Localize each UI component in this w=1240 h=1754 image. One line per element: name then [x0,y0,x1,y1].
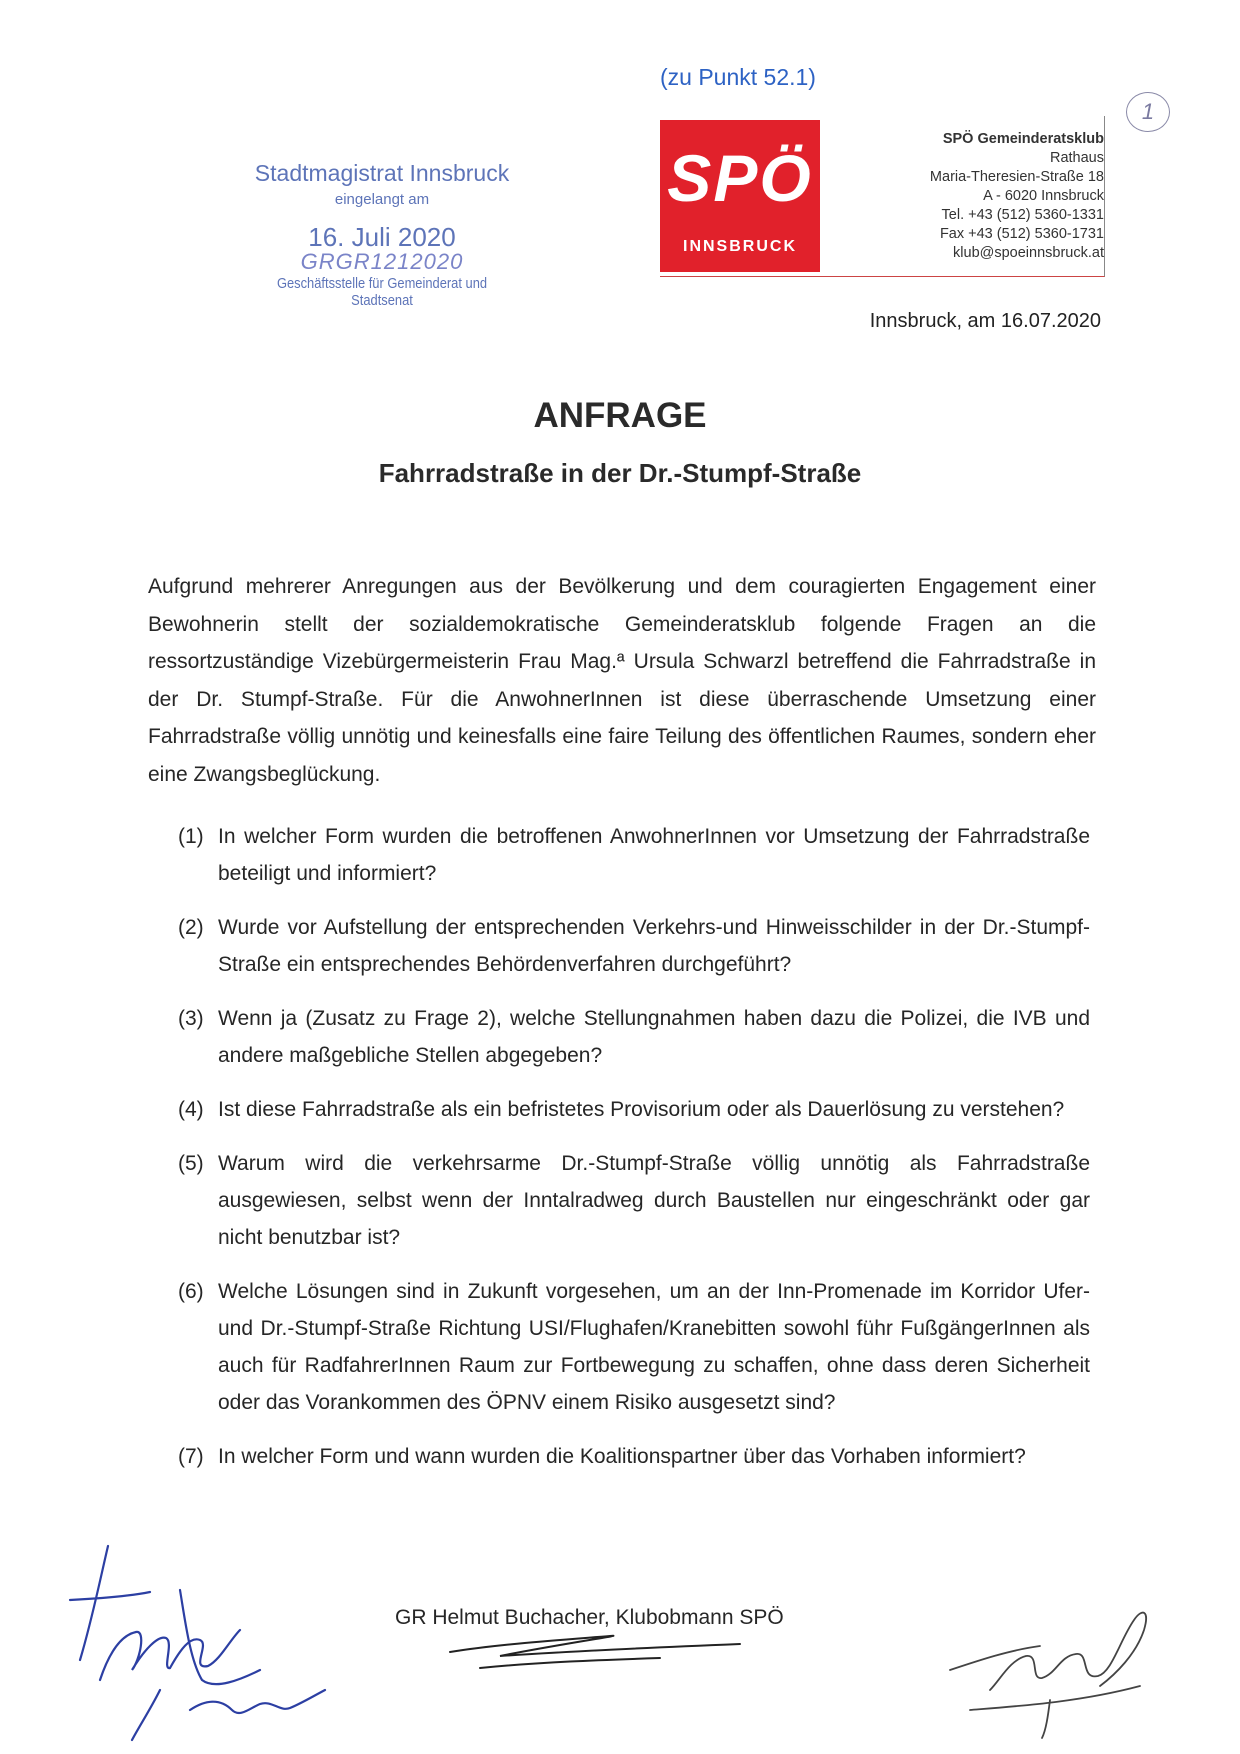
stamp-received-label: eingelangt am [334,191,430,208]
question-text: In welcher Form wurden die betroffenen AnwohnerInnen vor Umsetzung der Fahrradstraße beteiligt und informiert? [218,825,1090,885]
question-item [178,1273,1090,1421]
club-street: Maria-Theresien-Straße 18 [929,169,1104,185]
logo-party-text: SPÖ [667,141,813,215]
intro-paragraph: Aufgrund mehrerer Anregungen aus der Bevölkerung und dem couragierten Engagement einer Bewohnerin stellt der sozialdemokratische Gemeinderatsklub folgende Fragen an die ressortzuständige Vizebürgermeisterin Frau Mag.ª Ursula Schwarzl betreffend die Fahrradstraße in der Dr. Stumpf-Straße. Für die AnwohnerInnen ist diese überraschende Umsetzung einer Fahrradstraße völlig unnötig und keinesfalls eine faire Teilung des öffentlichen Raumes, sondern eher eine Zwangsbeglückung. [148,575,1096,786]
question-number: (5) [178,1152,204,1175]
question-number: (7) [178,1445,204,1468]
club-address [930,130,1104,263]
question-text: In welcher Form und wann wurden die Koalitionspartner über das Vorhaben informiert? [218,1445,1026,1468]
party-logo [660,120,820,272]
question-item [178,1438,1090,1475]
club-fax: Fax +43 (512) 5360-1731 [939,226,1104,242]
question-number: (2) [178,916,204,939]
question-text: Welche Lösungen sind in Zukunft vorgesehen, um an der Inn-Promenade im Korridor Ufer- und Dr.-Stumpf-Straße Richtung USI/Flughafen/Kranebitten sowohl führ FußgängerInnen als auch für RadfahrerInnen Raum zur Fortbewegung zu schaffen, ohne dass deren Sicherheit oder das Vorankommen des ÖPNV einem Risiko ausgesetzt sind? [218,1280,1090,1414]
question-text: Wurde vor Aufstellung der entsprechenden Verkehrs-und Hinweisschilder in der Dr.-Stumpf-Straße ein entsprechendes Behördenverfahren durchgeführt? [218,916,1090,976]
stamp-office: Stadtmagistrat Innsbruck [254,160,510,186]
club-name: SPÖ Gemeinderatsklub [942,131,1104,147]
reference-note: (zu Punkt 52.1) [660,64,816,90]
question-number: (4) [178,1098,204,1121]
question-item [178,818,1090,892]
club-postal: A - 6020 Innsbruck [983,188,1104,204]
stamp-department: Geschäftsstelle für Gemeinderat und Stadtsenat [276,275,488,309]
document-subtitle: Fahrradstraße in der Dr.-Stumpf-Straße [378,458,862,488]
place-date: Innsbruck, am 16.07.2020 [869,310,1101,332]
question-number: (3) [178,1007,204,1030]
signature-right [930,1590,1170,1740]
question-number: (1) [178,825,204,848]
club-building: Rathaus [1049,150,1104,166]
signer-line: GR Helmut Buchacher, Klubobmann SPÖ [395,1606,784,1629]
question-text: Wenn ja (Zusatz zu Frage 2), welche Stellungnahmen haben dazu die Polizei, die IVB und andere maßgebliche Stellen abgegeben? [218,1007,1090,1067]
question-item [178,909,1090,983]
question-item [178,1091,1090,1128]
question-text: Ist diese Fahrradstraße als ein befristetes Provisorium oder als Dauerlösung zu verstehen? [218,1098,1065,1121]
stamp-date: 16. Juli 2020 [308,222,456,252]
signature-center [440,1622,760,1682]
club-email: klub@spoeinnsbruck.at [953,245,1104,261]
question-item [178,1000,1090,1074]
document-title: ANFRAGE [533,396,707,435]
signature-left [40,1540,340,1750]
received-stamp [222,160,542,309]
page-marker: 1 [1126,92,1170,132]
question-text: Warum wird die verkehrsarme Dr.-Stumpf-Straße völlig unnötig als Fahrradstraße ausgewiesen, selbst wenn der Inntalradweg durch Baustellen nur eingeschränkt oder gar nicht benutzbar ist? [218,1152,1090,1249]
stamp-reference-code: GRGR1212020 [300,249,464,274]
question-list [178,818,1090,1492]
question-item [178,1145,1090,1256]
club-tel: Tel. +43 (512) 5360-1331 [941,207,1104,223]
logo-city-text: INNSBRUCK [683,238,797,255]
question-number: (6) [178,1280,204,1303]
